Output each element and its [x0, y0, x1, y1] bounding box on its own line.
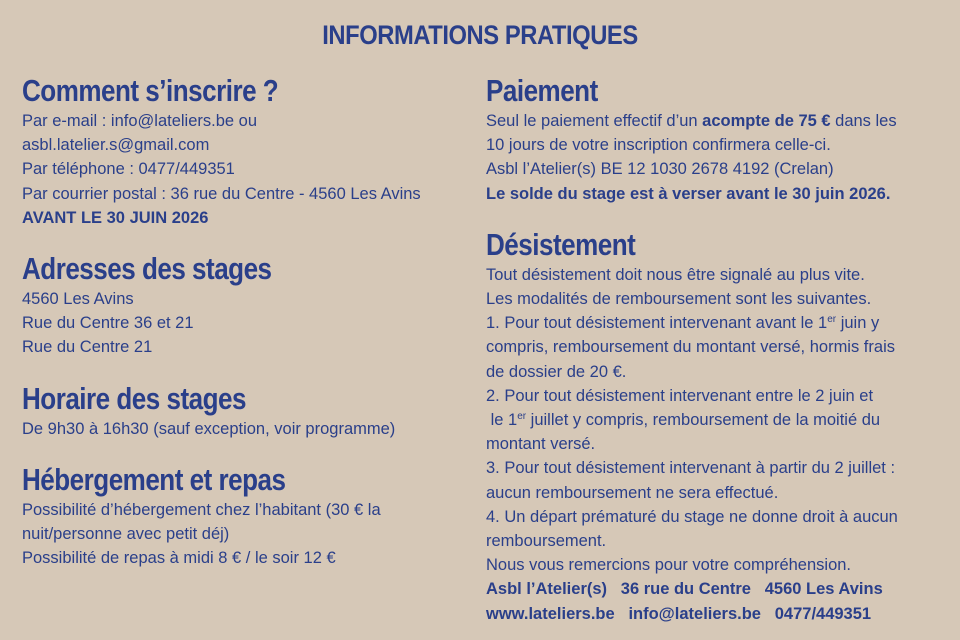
desistement-text: 1. Pour tout désistement intervenant avant le 1: [486, 314, 828, 333]
section-desistement: [486, 228, 946, 626]
paiement-line: [486, 109, 946, 133]
desistement-heading: Désistement: [486, 226, 636, 262]
inscription-email-alt-line: asbl.latelier.s@gmail.com: [22, 136, 210, 155]
desistement-text: juin y: [836, 314, 880, 333]
desistement-line: 3. Pour tout désistement intervenant à partir du 2 juillet :: [486, 459, 896, 478]
page-title: INFORMATIONS PRATIQUES: [322, 20, 638, 50]
desistement-line: compris, remboursement du montant versé, hormis frais: [486, 338, 895, 357]
desistement-text: juillet y compris, remboursement de la moitié du: [526, 411, 881, 430]
desistement-line: 2. Pour tout désistement intervenant entre le 2 juin et: [486, 386, 874, 405]
paiement-text: dans les: [830, 112, 897, 130]
horaire-line: De 9h30 à 16h30 (sauf exception, voir programme): [22, 419, 396, 438]
desistement-line: Les modalités de remboursement sont les suivantes.: [486, 290, 872, 309]
contact-address: Asbl l’Atelier(s) 36 rue du Centre 4560 Les Avins: [486, 580, 883, 599]
repas-line: Possibilité de repas à midi 8 € / le soir 12 €: [22, 549, 336, 568]
inscription-heading: Comment s’inscrire ?: [22, 73, 279, 108]
desistement-line: montant versé.: [486, 435, 596, 454]
thanks-line: Nous vous remercions pour votre compréhension.: [486, 556, 852, 575]
section-paiement: [486, 74, 946, 206]
hebergement-heading: Hébergement et repas: [22, 461, 286, 497]
paiement-text: Seul le paiement effectif d’un: [486, 112, 703, 130]
desistement-line: [486, 408, 946, 432]
section-horaire: [22, 382, 472, 441]
left-column: [22, 74, 472, 592]
desistement-line: remboursement.: [486, 532, 607, 551]
inscription-deadline: AVANT LE 30 JUIN 2026: [22, 208, 209, 227]
hebergement-line: nuit/personne avec petit déj): [22, 525, 230, 544]
address-line: Rue du Centre 21: [22, 338, 153, 357]
right-column: [486, 74, 946, 640]
ordinal-superscript: er: [517, 411, 527, 423]
solde-line: Le solde du stage est à verser avant le 30 juin 2026.: [486, 184, 891, 203]
hebergement-line: Possibilité d’hébergement chez l’habitant (30 € la: [22, 500, 381, 519]
desistement-line: aucun remboursement ne sera effectué.: [486, 483, 779, 502]
section-inscription: [22, 74, 472, 230]
paiement-line: 10 jours de votre inscription confirmera celle-ci.: [486, 136, 831, 155]
paiement-heading: Paiement: [486, 73, 598, 108]
section-adresses: [22, 252, 472, 360]
bank-account-line: Asbl l’Atelier(s) BE 12 1030 2678 4192 (Crelan): [486, 160, 834, 179]
section-hebergement: [22, 463, 472, 571]
address-line: Rue du Centre 36 et 21: [22, 314, 194, 333]
contact-web-email-phone: www.lateliers.be info@lateliers.be 0477/449351: [486, 604, 872, 623]
desistement-text: le 1: [486, 411, 518, 430]
desistement-line: Tout désistement doit nous être signalé au plus vite.: [486, 265, 865, 284]
acompte-amount: acompte de 75 €: [702, 112, 831, 130]
desistement-line: [486, 311, 946, 335]
inscription-postal-line: Par courrier postal : 36 rue du Centre - 4560 Les Avins: [22, 184, 421, 203]
horaire-heading: Horaire des stages: [22, 380, 246, 416]
ordinal-superscript: er: [827, 314, 837, 326]
adresses-heading: Adresses des stages: [22, 251, 272, 287]
desistement-line: 4. Un départ prématuré du stage ne donne droit à aucun: [486, 507, 898, 526]
inscription-email-line: Par e-mail : info@lateliers.be ou: [22, 112, 258, 130]
desistement-line: de dossier de 20 €.: [486, 362, 627, 381]
address-line: 4560 Les Avins: [22, 290, 134, 309]
inscription-phone-line: Par téléphone : 0477/449351: [22, 160, 235, 179]
